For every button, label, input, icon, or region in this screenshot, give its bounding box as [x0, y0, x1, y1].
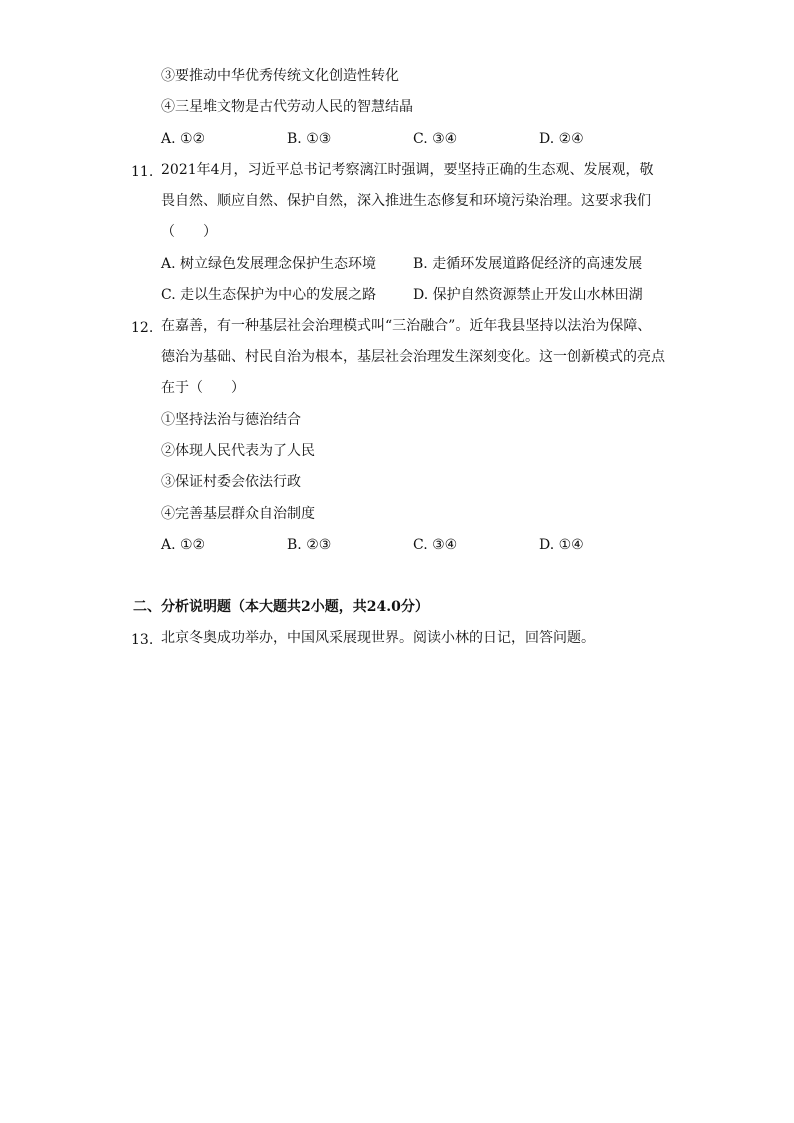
q12-number: 12.	[131, 320, 154, 336]
q13-number: 13.	[131, 632, 154, 648]
q12-option-d: D. ①④	[539, 537, 584, 553]
q11-option-d: D. 保护自然资源禁止开发山水林田湖	[413, 287, 643, 303]
q10-statement-3: ③要推动中华优秀传统文化创造性转化	[161, 68, 399, 84]
section-2-heading: 二、分析说明题（本大题共2小题，共24.0分）	[133, 599, 429, 615]
q12-option-a: A. ①②	[161, 537, 206, 553]
q12-statement-4: ④完善基层群众自治制度	[161, 506, 315, 522]
q12-stem-line-1: 在嘉善，有一种基层社会治理模式叫“三治融合”。近年我县坚持以法治为保障、	[161, 318, 652, 334]
q10-option-a: A. ①②	[161, 131, 206, 147]
q12-stem-line-2: 德治为基础、村民自治为根本，基层社会治理发生深刻变化。这一创新模式的亮点	[161, 349, 665, 365]
q11-number: 11.	[131, 164, 154, 180]
q12-statement-1: ①坚持法治与德治结合	[161, 412, 301, 428]
q11-stem-line-1: 2021年4月，习近平总书记考察漓江时强调，要坚持正确的生态观、发展观，敬	[161, 162, 654, 178]
q11-option-c: C. 走以生态保护为中心的发展之路	[161, 287, 377, 303]
q12-option-b: B. ②③	[287, 537, 332, 553]
q12-statement-2: ②体现人民代表为了人民	[161, 443, 315, 459]
q11-option-b: B. 走循环发展道路促经济的高速发展	[413, 256, 643, 272]
q13-stem: 北京冬奥成功举办，中国风采展现世界。阅读小林的日记，回答问题。	[161, 630, 595, 646]
q12-stem-line-3: 在于（ ）	[161, 380, 245, 396]
q12-option-c: C. ③④	[413, 537, 458, 553]
q10-option-d: D. ②④	[539, 131, 584, 147]
q10-option-b: B. ①③	[287, 131, 332, 147]
q10-statement-4: ④三星堆文物是古代劳动人民的智慧结晶	[161, 99, 413, 115]
q11-option-a: A. 树立绿色发展理念保护生态环境	[161, 256, 377, 272]
q10-option-c: C. ③④	[413, 131, 458, 147]
q11-stem-line-2: 畏自然、顺应自然、保护自然，深入推进生态修复和环境污染治理。这要求我们	[161, 193, 651, 209]
q11-stem-line-3: （ ）	[161, 224, 217, 240]
q12-statement-3: ③保证村委会依法行政	[161, 474, 301, 490]
